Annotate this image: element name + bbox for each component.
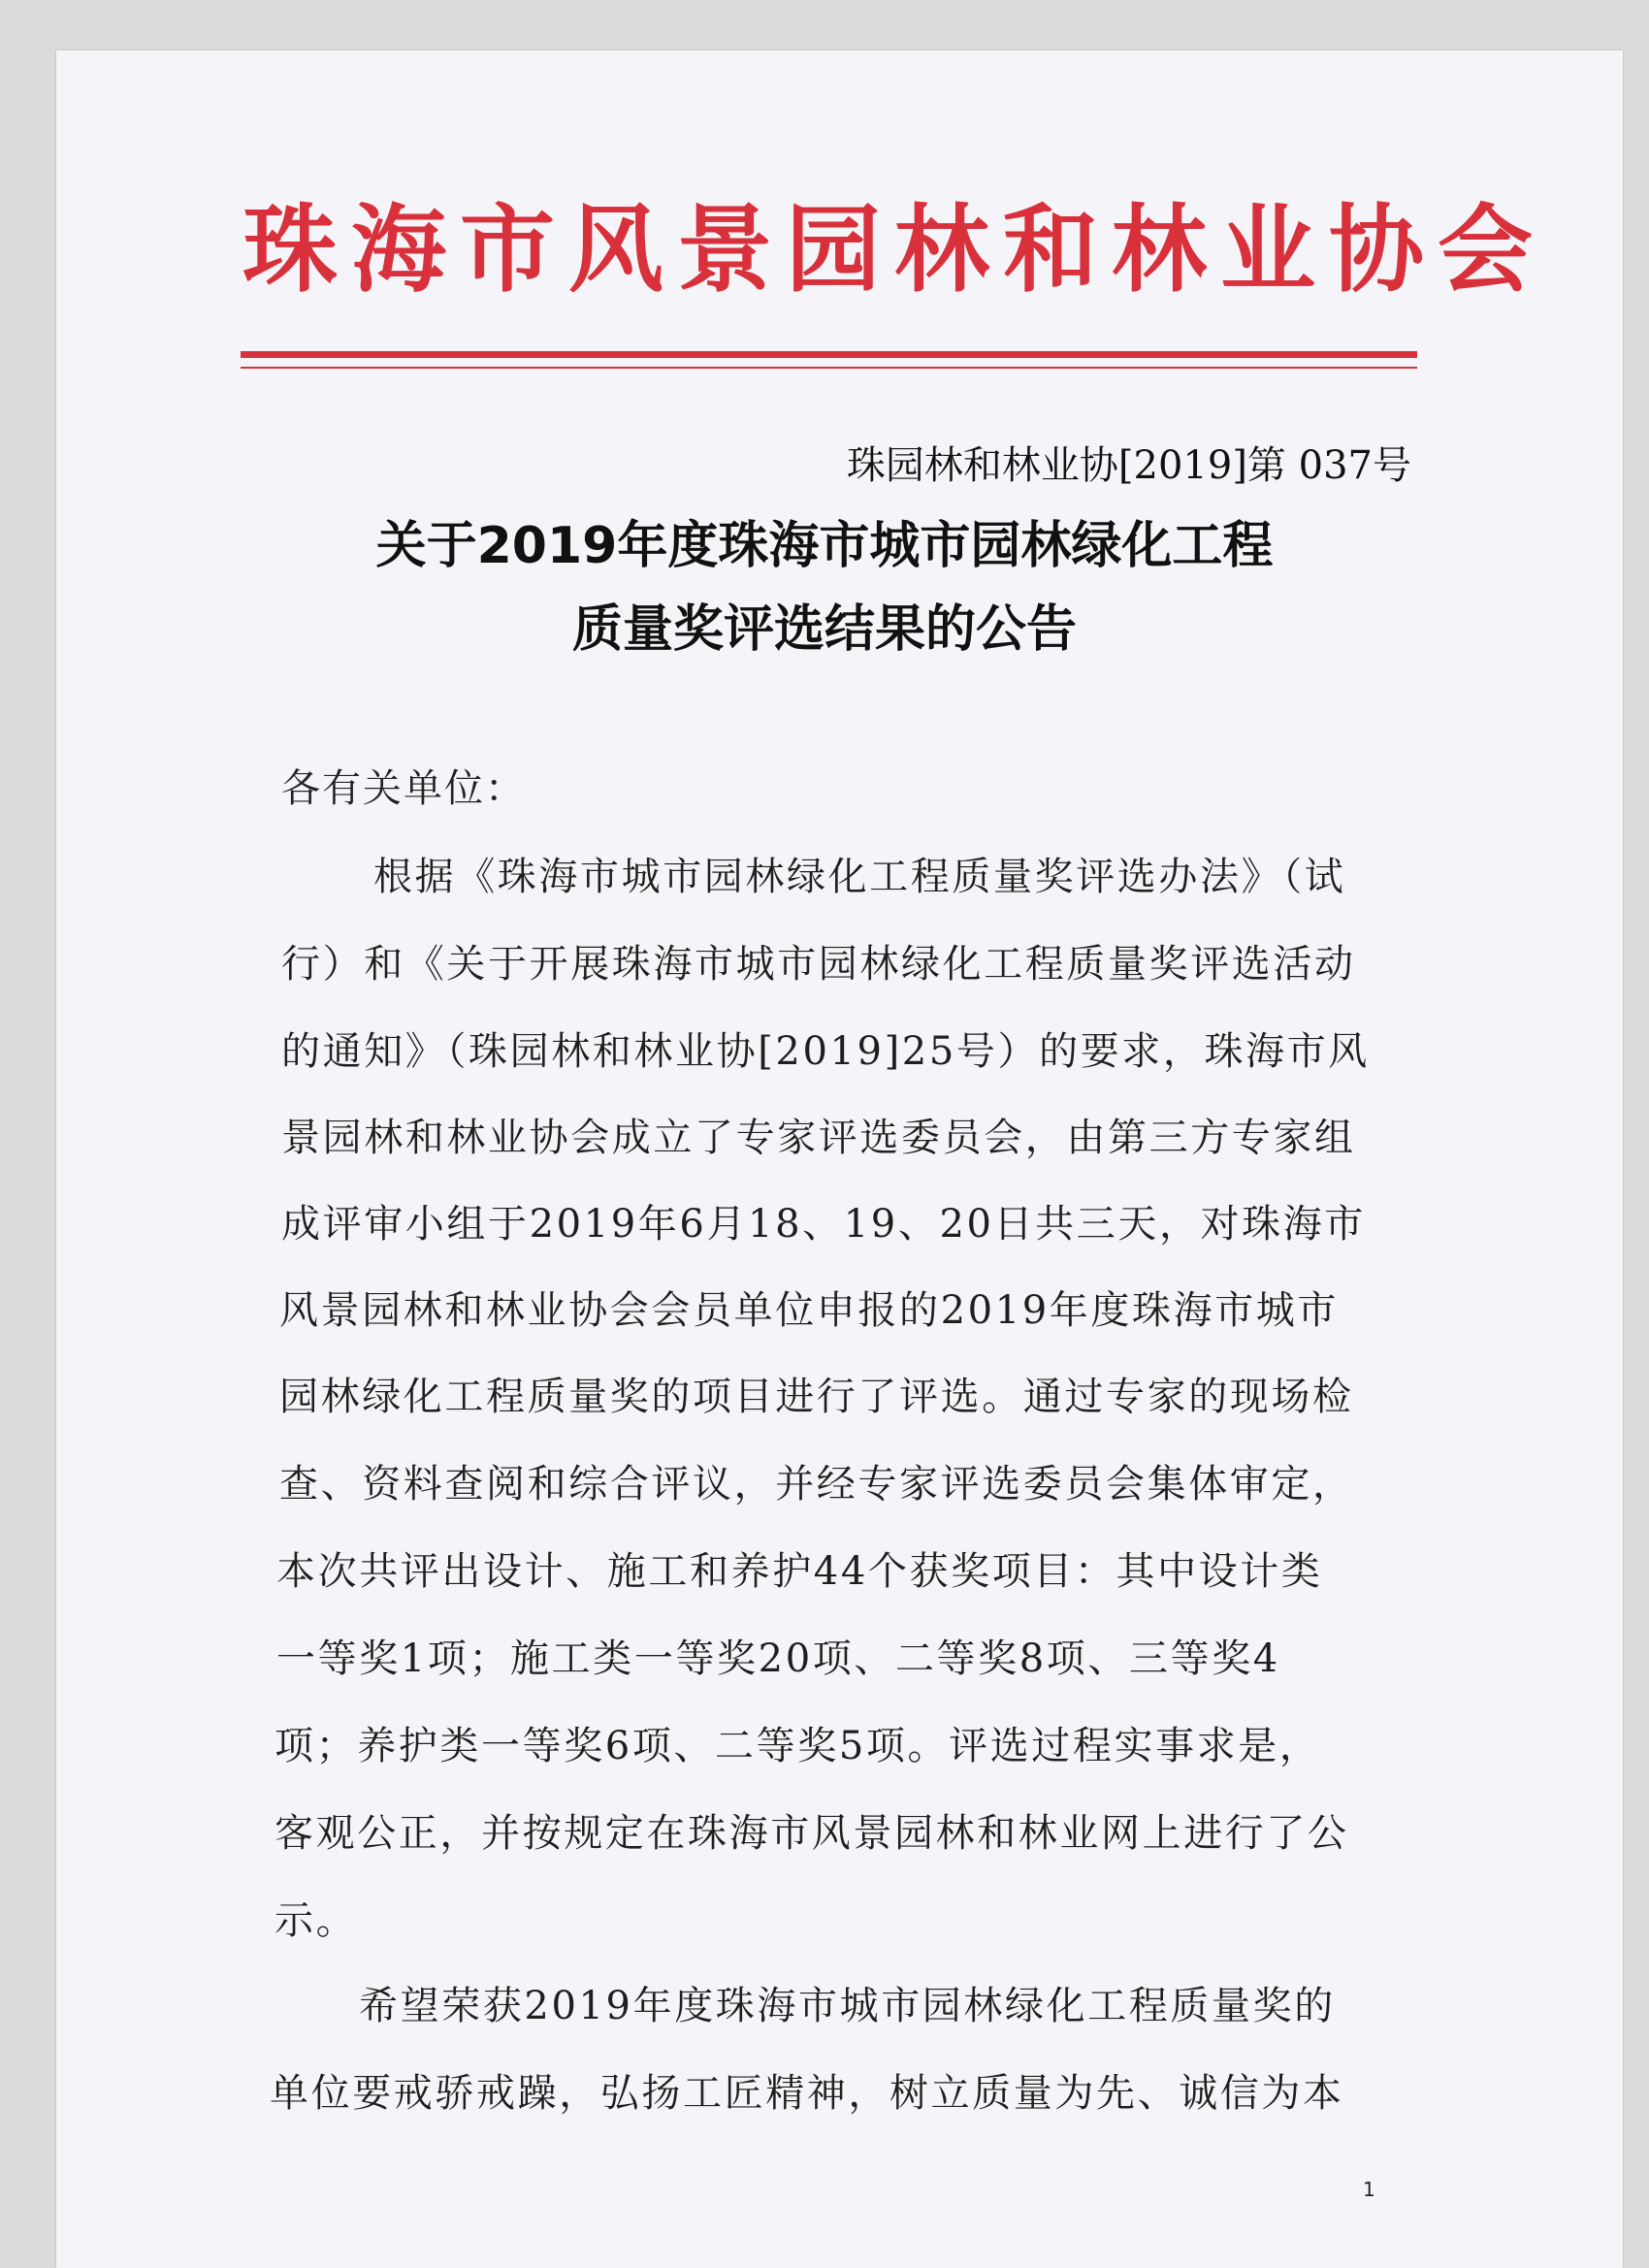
body-line: 景园林和林业协会成立了专家评选委员会，由第三方专家组 <box>281 1116 1356 1160</box>
body-line: 成评审小组于2019年6月18、19、20日共三天，对珠海市 <box>281 1202 1366 1247</box>
body-line: 项；养护类一等奖6项、二等奖5项。评选过程实事求是， <box>275 1724 1321 1768</box>
body-line: 客观公正，并按规定在珠海市风景园林和林业网上进行了公 <box>275 1811 1349 1856</box>
body-line: 查、资料查阅和综合评议，并经专家评选委员会集体审定， <box>279 1462 1354 1507</box>
document-title-line-2: 质量奖评选结果的公告 <box>571 600 1077 659</box>
body-line: 风景园林和林业协会会员单位申报的2019年度珠海市城市 <box>279 1288 1339 1333</box>
body-line: 本次共评出设计、施工和养护44个获奖项目：其中设计类 <box>276 1549 1323 1594</box>
letterhead-title: 珠海市风景园林和林业协会 <box>242 194 1547 306</box>
document-title-line-1: 关于2019年度珠海市城市园林绿化工程 <box>375 517 1274 575</box>
body-line: 根据《珠海市城市园林绿化工程质量奖评选办法》（试 <box>373 855 1346 899</box>
body-line: 示。 <box>275 1898 358 1943</box>
document-number: 珠园林和林业协[2019]第 037号 <box>846 443 1411 488</box>
body-line: 一等奖1项；施工类一等奖20项、二等奖8项、三等奖4 <box>276 1636 1280 1681</box>
letterhead-rule-thin <box>241 367 1417 369</box>
body-line: 园林绿化工程质量奖的项目进行了评选。通过专家的现场检 <box>279 1375 1354 1419</box>
body-line: 行）和《关于开展珠海市城市园林绿化工程质量奖评选活动 <box>281 942 1356 987</box>
body-line: 单位要戒骄戒躁，弘扬工匠精神，树立质量为先、诚信为本 <box>270 2071 1344 2116</box>
body-line: 希望荣获2019年度珠海市城市园林绿化工程质量奖的 <box>359 1984 1336 2028</box>
letterhead-rule-thick <box>241 351 1417 358</box>
body-line: 的通知》（珠园林和林业协[2019]25号）的要求，珠海市风 <box>281 1029 1370 1074</box>
page-number: 1 <box>1363 2178 1375 2201</box>
salutation: 各有关单位： <box>281 766 526 811</box>
